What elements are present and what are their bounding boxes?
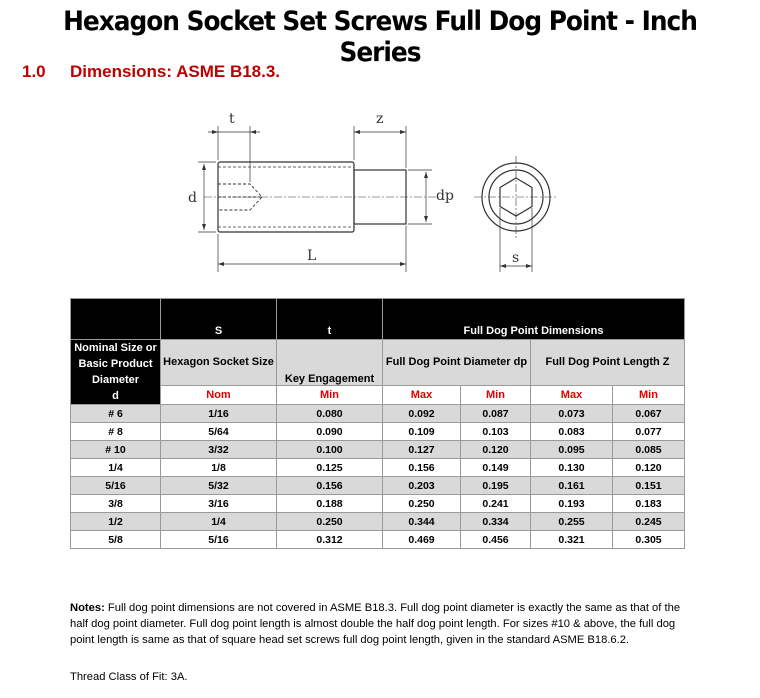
notes-label: Notes: [70,602,105,614]
cell-z-max: 0.321 [531,531,613,549]
set-screw-diagram [170,104,590,294]
cell-z-max: 0.161 [531,477,613,495]
cell-z-min: 0.085 [613,441,685,459]
cell-z-max: 0.083 [531,423,613,441]
page-title: Hexagon Socket Set Screws Full Dog Point - Inch Series [63,6,697,68]
cell-dp-max: 0.109 [383,423,461,441]
cell-z-min: 0.151 [613,477,685,495]
cell-s: 1/16 [161,405,277,423]
header-z: Full Dog Point Length Z [531,340,685,386]
table-row [71,459,685,477]
label-L: L [307,248,317,264]
section-title: Dimensions: ASME B18.3. [70,62,281,81]
cell-z-max: 0.130 [531,459,613,477]
cell-z-max: 0.073 [531,405,613,423]
cell-dp-max: 0.203 [383,477,461,495]
cell-s: 3/32 [161,441,277,459]
cell-z-max: 0.193 [531,495,613,513]
cell-s: 1/4 [161,513,277,531]
cell-size: # 10 [71,441,161,459]
cell-t: 0.080 [277,405,383,423]
sub-t-min: Min [277,385,383,404]
header-dp: Full Dog Point Diameter dp [383,340,531,386]
cell-dp-max: 0.469 [383,531,461,549]
cell-dp-min: 0.456 [461,531,531,549]
cell-dp-min: 0.195 [461,477,531,495]
cell-t: 0.188 [277,495,383,513]
cell-dp-max: 0.250 [383,495,461,513]
sub-z-max: Max [531,385,613,404]
cell-size: 1/4 [71,459,161,477]
cell-size: 3/8 [71,495,161,513]
header-hex-socket: Hexagon Socket Size [161,340,277,386]
cell-size: # 6 [71,405,161,423]
thread-class: Thread Class of Fit: 3A. [70,671,188,683]
label-s: s [512,250,520,266]
cell-s: 3/16 [161,495,277,513]
cell-z-max: 0.255 [531,513,613,531]
header-full-dog-point: Full Dog Point Dimensions [383,299,685,340]
label-dp: dp [436,188,454,204]
cell-dp-min: 0.087 [461,405,531,423]
header-t: t [277,299,383,340]
cell-z-min: 0.067 [613,405,685,423]
cell-s: 5/32 [161,477,277,495]
cell-size: 5/16 [71,477,161,495]
sub-nom: Nom [161,385,277,404]
cell-t: 0.250 [277,513,383,531]
sub-dp-min: Min [461,385,531,404]
section-number: 1.0 [22,62,46,81]
cell-s: 1/8 [161,459,277,477]
cell-t: 0.090 [277,423,383,441]
cell-size: # 8 [71,423,161,441]
header-key-engagement: Key Engagement [277,340,383,386]
header-nominal-size: Nominal Size or Basic Product Diameter d [71,340,161,405]
table-row [71,441,685,459]
table-row [71,531,685,549]
dimensions-table [70,298,685,549]
table-row [71,423,685,441]
cell-s: 5/16 [161,531,277,549]
notes-text: Full dog point dimensions are not covered in ASME B18.3. Full dog point diameter is exactly the same as that of the half dog point diameter. Full dog point length is almost double the half dog point length. For sizes #10 & above, the full dog point length is same as that of square head set screws full dog point length, given in the standard ASME B18.6.2. [70,602,681,646]
header-blank [71,299,161,340]
sub-d: d [112,390,119,402]
cell-size: 1/2 [71,513,161,531]
label-d: d [188,190,197,206]
table-row [71,477,685,495]
cell-z-min: 0.183 [613,495,685,513]
label-t: t [229,111,235,127]
cell-dp-max: 0.344 [383,513,461,531]
label-z: z [376,111,384,127]
cell-t: 0.100 [277,441,383,459]
sub-dp-max: Max [383,385,461,404]
cell-size: 5/8 [71,531,161,549]
header-s: S [161,299,277,340]
cell-dp-max: 0.156 [383,459,461,477]
cell-t: 0.125 [277,459,383,477]
cell-z-min: 0.305 [613,531,685,549]
cell-dp-min: 0.103 [461,423,531,441]
cell-dp-max: 0.092 [383,405,461,423]
cell-dp-min: 0.241 [461,495,531,513]
cell-z-max: 0.095 [531,441,613,459]
table-row [71,405,685,423]
cell-dp-max: 0.127 [383,441,461,459]
table-body [71,405,685,549]
cell-t: 0.156 [277,477,383,495]
cell-s: 5/64 [161,423,277,441]
notes [70,600,692,648]
cell-z-min: 0.077 [613,423,685,441]
cell-dp-min: 0.334 [461,513,531,531]
table-row [71,495,685,513]
cell-dp-min: 0.120 [461,441,531,459]
sub-z-min: Min [613,385,685,404]
cell-t: 0.312 [277,531,383,549]
table-row [71,513,685,531]
cell-z-min: 0.120 [613,459,685,477]
cell-dp-min: 0.149 [461,459,531,477]
cell-z-min: 0.245 [613,513,685,531]
section-heading [22,62,280,82]
